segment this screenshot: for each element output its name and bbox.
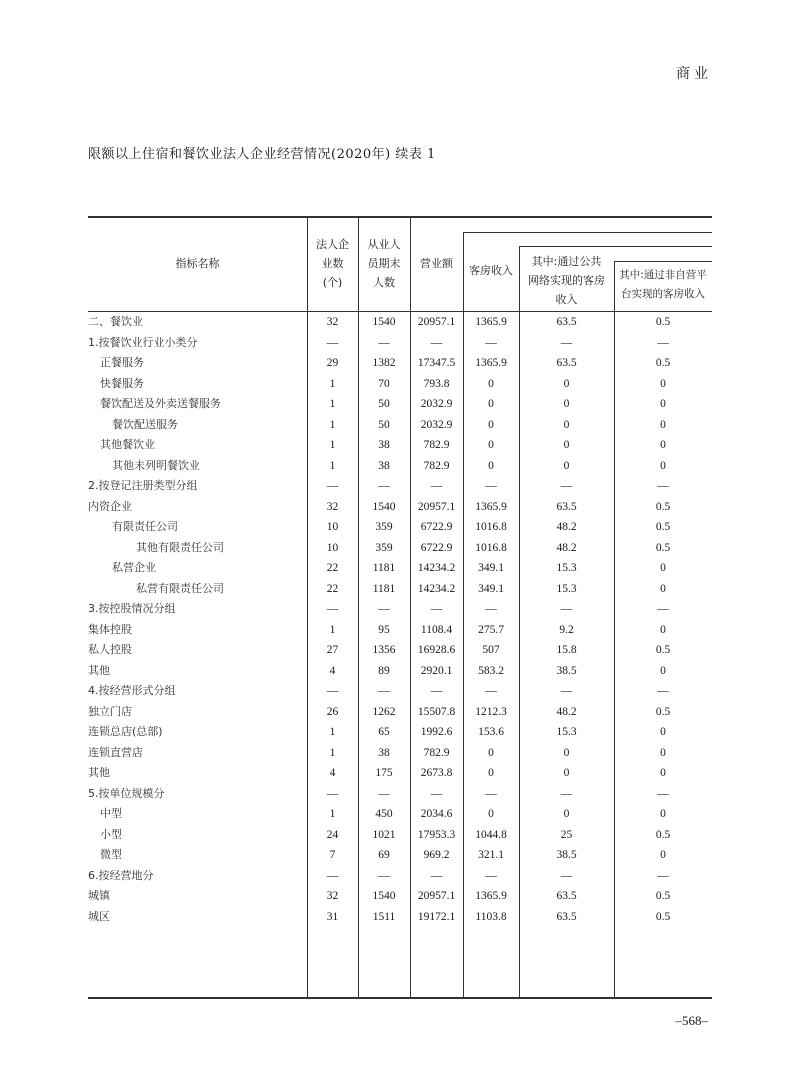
cell-non-self-platform-revenue: 0 bbox=[660, 398, 666, 410]
cell-revenue: — bbox=[430, 480, 443, 492]
row-indicator-name: 餐饮配送及外卖送餐服务 bbox=[100, 397, 221, 410]
cell-public-network-revenue: 0 bbox=[563, 459, 570, 472]
cell-public-network-revenue: 25 bbox=[560, 828, 573, 841]
cell-enterprises: — bbox=[326, 787, 339, 800]
row-indicator-name: 集体控股 bbox=[88, 622, 132, 636]
row-indicator-name: 3.按控股情况分组 bbox=[88, 602, 176, 615]
row-indicator-name: 小型 bbox=[100, 827, 122, 841]
table-row bbox=[88, 763, 712, 784]
cell-revenue: — bbox=[430, 685, 443, 697]
cell-revenue: 1992.6 bbox=[420, 726, 453, 738]
cell-non-self-platform-revenue: 0 bbox=[660, 746, 666, 759]
cell-non-self-platform-revenue: 0 bbox=[660, 459, 666, 472]
cell-employees: 65 bbox=[378, 726, 390, 738]
cell-revenue: 19172.1 bbox=[417, 910, 456, 923]
cell-non-self-platform-revenue: — bbox=[657, 480, 669, 492]
cell-enterprises: 1 bbox=[329, 377, 336, 390]
cell-public-network-revenue: — bbox=[560, 336, 573, 349]
row-indicator-name: 私人控股 bbox=[88, 643, 132, 656]
cell-public-network-revenue: 63.5 bbox=[556, 500, 577, 513]
cell-enterprises: — bbox=[326, 685, 339, 697]
cell-room-revenue: 0 bbox=[488, 398, 494, 410]
cell-public-network-revenue: 63.5 bbox=[556, 357, 577, 369]
cell-public-network-revenue: 38.5 bbox=[556, 849, 577, 861]
row-indicator-name: 其他有限责任公司 bbox=[136, 540, 224, 554]
cell-room-revenue: 153.6 bbox=[478, 726, 504, 738]
row-indicator-name: 1.按餐饮业行业小类分 bbox=[88, 335, 198, 349]
header-employees-line: 人数 bbox=[373, 276, 395, 289]
cell-revenue: 20957.1 bbox=[417, 316, 456, 328]
cell-employees: 1540 bbox=[372, 500, 396, 513]
cell-employees: 1356 bbox=[372, 644, 396, 656]
header-enterprises bbox=[307, 235, 358, 292]
cell-enterprises: 24 bbox=[326, 828, 339, 841]
row-indicator-name: 5.按单位规模分 bbox=[88, 786, 165, 800]
header-room-revenue: 客房收入 bbox=[469, 264, 513, 277]
cell-enterprises: 32 bbox=[326, 500, 339, 513]
cell-non-self-platform-revenue: 0.5 bbox=[655, 910, 671, 923]
row-indicator-name: 正餐服务 bbox=[100, 356, 144, 369]
row-indicator-name: 城区 bbox=[88, 909, 110, 923]
cell-revenue: — bbox=[430, 787, 443, 800]
cell-employees: 175 bbox=[375, 767, 393, 779]
cell-enterprises: 27 bbox=[326, 644, 339, 656]
cell-employees: 89 bbox=[378, 664, 390, 677]
cell-revenue: — bbox=[430, 869, 443, 882]
header-public-network bbox=[519, 252, 614, 309]
cell-non-self-platform-revenue: 0 bbox=[660, 726, 666, 738]
cell-room-revenue: 0 bbox=[488, 459, 494, 472]
cell-room-revenue: 1103.8 bbox=[475, 910, 507, 923]
cell-room-revenue: 349.1 bbox=[478, 582, 504, 595]
header-public-network-line: 其中:通过公共 bbox=[531, 255, 602, 268]
cell-non-self-platform-revenue: 0.5 bbox=[655, 644, 671, 656]
cell-room-revenue: — bbox=[485, 336, 497, 349]
cell-public-network-revenue: 15.3 bbox=[556, 582, 577, 595]
table-row bbox=[88, 661, 712, 682]
cell-room-revenue: 507 bbox=[482, 644, 500, 656]
table-row bbox=[88, 353, 712, 374]
cell-non-self-platform-revenue: 0 bbox=[660, 664, 666, 677]
cell-revenue: — bbox=[430, 603, 443, 615]
header-revenue: 营业额 bbox=[420, 257, 453, 270]
table-row bbox=[88, 415, 712, 436]
table-row bbox=[88, 333, 712, 354]
table-row bbox=[88, 722, 712, 743]
cell-employees: 1021 bbox=[372, 828, 396, 841]
cell-employees: — bbox=[378, 685, 390, 697]
cell-employees: 38 bbox=[378, 746, 390, 759]
cell-non-self-platform-revenue: — bbox=[657, 869, 669, 882]
cell-enterprises: 10 bbox=[326, 521, 339, 533]
cell-enterprises: 32 bbox=[326, 890, 339, 902]
table-row bbox=[88, 558, 712, 579]
cell-enterprises: 32 bbox=[326, 316, 339, 328]
table-row bbox=[88, 517, 712, 538]
cell-non-self-platform-revenue: 0.5 bbox=[655, 500, 671, 513]
cell-enterprises: 1 bbox=[329, 623, 336, 636]
cell-room-revenue: 0 bbox=[488, 377, 494, 390]
cell-non-self-platform-revenue: 0 bbox=[660, 562, 666, 574]
cell-public-network-revenue: 0 bbox=[563, 398, 570, 410]
table-row bbox=[88, 640, 712, 661]
table-top-rule bbox=[88, 216, 712, 218]
row-indicator-name: 独立门店 bbox=[88, 704, 132, 718]
cell-public-network-revenue: 0 bbox=[563, 746, 570, 759]
row-indicator-name: 4.按经营形式分组 bbox=[88, 684, 176, 697]
cell-revenue: 20957.1 bbox=[417, 890, 456, 902]
table-row bbox=[88, 743, 712, 764]
cell-public-network-revenue: — bbox=[560, 603, 573, 615]
cell-enterprises: 1 bbox=[329, 418, 336, 431]
header-non-self-platform bbox=[614, 266, 712, 304]
cell-employees: 50 bbox=[378, 418, 390, 431]
table-row bbox=[88, 784, 712, 805]
cell-enterprises: — bbox=[326, 336, 339, 349]
row-indicator-name: 2.按登记注册类型分组 bbox=[88, 479, 198, 492]
header-enterprises-line: 业数 bbox=[321, 257, 344, 270]
row-indicator-name: 其他 bbox=[88, 663, 110, 677]
cell-employees: — bbox=[378, 603, 390, 615]
cell-non-self-platform-revenue: — bbox=[657, 685, 669, 697]
cell-revenue: 6722.9 bbox=[420, 541, 453, 554]
cell-room-revenue: 0 bbox=[488, 808, 494, 820]
cell-room-revenue: 0 bbox=[488, 418, 494, 431]
header-rule-room bbox=[463, 232, 712, 233]
cell-public-network-revenue: — bbox=[560, 685, 573, 697]
table-row bbox=[88, 702, 712, 723]
cell-non-self-platform-revenue: — bbox=[657, 603, 669, 615]
cell-public-network-revenue: 0 bbox=[563, 767, 570, 779]
table-bottom-rule bbox=[88, 997, 712, 999]
cell-public-network-revenue: 38.5 bbox=[556, 664, 577, 677]
table-row bbox=[88, 538, 712, 559]
cell-non-self-platform-revenue: 0.5 bbox=[655, 357, 671, 369]
header-employees bbox=[358, 235, 410, 292]
cell-revenue: 14234.2 bbox=[417, 582, 456, 595]
row-indicator-name: 餐饮配送服务 bbox=[112, 417, 178, 431]
cell-public-network-revenue: 0 bbox=[563, 418, 570, 431]
cell-room-revenue: 0 bbox=[488, 746, 494, 759]
row-indicator-name: 其他餐饮业 bbox=[100, 438, 155, 451]
cell-non-self-platform-revenue: 0 bbox=[660, 377, 666, 390]
page-number: –568– bbox=[675, 1013, 708, 1028]
table-row bbox=[88, 907, 712, 928]
cell-public-network-revenue: 63.5 bbox=[556, 910, 577, 923]
cell-revenue: 782.9 bbox=[423, 439, 450, 451]
cell-employees: 1181 bbox=[372, 562, 396, 574]
cell-non-self-platform-revenue: 0 bbox=[660, 767, 666, 779]
header-public-network-line: 收入 bbox=[555, 293, 578, 306]
header-employees-line: 员期末 bbox=[367, 257, 401, 270]
cell-room-revenue: 1044.8 bbox=[475, 828, 507, 841]
cell-employees: — bbox=[378, 787, 390, 800]
cell-enterprises: 22 bbox=[326, 562, 339, 574]
cell-enterprises: 1 bbox=[329, 726, 336, 738]
cell-employees: 95 bbox=[378, 623, 390, 636]
cell-revenue: 1108.4 bbox=[420, 623, 453, 636]
cell-revenue: 6722.9 bbox=[420, 521, 453, 533]
cell-public-network-revenue: 48.2 bbox=[556, 541, 577, 554]
cell-public-network-revenue: 63.5 bbox=[556, 316, 577, 328]
cell-public-network-revenue: — bbox=[560, 787, 573, 800]
cell-room-revenue: — bbox=[485, 603, 497, 615]
cell-employees: 1511 bbox=[372, 910, 396, 923]
row-indicator-name: 其他未列明餐饮业 bbox=[112, 458, 200, 472]
cell-public-network-revenue: 15.8 bbox=[556, 644, 577, 656]
header-rule-public bbox=[519, 246, 712, 247]
cell-public-network-revenue: 48.2 bbox=[556, 705, 577, 718]
table-row bbox=[88, 599, 712, 620]
cell-revenue: 15507.8 bbox=[417, 705, 456, 718]
cell-employees: 1540 bbox=[372, 890, 396, 902]
cell-employees: — bbox=[378, 336, 390, 349]
table-row bbox=[88, 866, 712, 887]
cell-public-network-revenue: 48.2 bbox=[556, 521, 577, 533]
cell-employees: 1382 bbox=[372, 357, 396, 369]
cell-enterprises: 10 bbox=[326, 541, 339, 554]
cell-room-revenue: 0 bbox=[488, 767, 494, 779]
cell-revenue: 793.8 bbox=[423, 377, 450, 390]
cell-non-self-platform-revenue: — bbox=[657, 787, 669, 800]
cell-public-network-revenue: 0 bbox=[563, 808, 570, 820]
cell-employees: — bbox=[378, 869, 390, 882]
row-indicator-name: 其他 bbox=[88, 766, 110, 779]
cell-room-revenue: 1365.9 bbox=[475, 316, 507, 328]
cell-revenue: 17347.5 bbox=[417, 357, 456, 369]
row-indicator-name: 6.按经营地分 bbox=[88, 868, 154, 882]
cell-enterprises: 31 bbox=[326, 910, 339, 923]
cell-room-revenue: — bbox=[485, 480, 497, 492]
table-row bbox=[88, 497, 712, 518]
cell-public-network-revenue: 15.3 bbox=[556, 726, 577, 738]
header-enterprises-line: (个) bbox=[322, 276, 343, 289]
cell-non-self-platform-revenue: 0 bbox=[660, 418, 666, 431]
table-row bbox=[88, 456, 712, 477]
cell-room-revenue: — bbox=[485, 685, 497, 697]
cell-revenue: 14234.2 bbox=[417, 562, 456, 574]
cell-employees: 1262 bbox=[372, 705, 396, 718]
cell-room-revenue: 1016.8 bbox=[475, 521, 507, 533]
table-row bbox=[88, 845, 712, 866]
cell-public-network-revenue: 9.2 bbox=[559, 623, 574, 636]
cell-revenue: 2673.8 bbox=[420, 767, 453, 779]
cell-employees: 450 bbox=[375, 808, 393, 820]
table-row bbox=[88, 681, 712, 702]
cell-enterprises: 1 bbox=[329, 398, 336, 410]
cell-enterprises: — bbox=[326, 869, 339, 882]
table-row bbox=[88, 435, 712, 456]
cell-non-self-platform-revenue: 0 bbox=[660, 808, 666, 820]
cell-non-self-platform-revenue: 0 bbox=[660, 582, 666, 595]
cell-employees: — bbox=[378, 480, 390, 492]
cell-non-self-platform-revenue: 0.5 bbox=[655, 828, 671, 841]
cell-employees: 69 bbox=[378, 849, 390, 861]
cell-employees: 359 bbox=[375, 541, 393, 554]
cell-employees: 359 bbox=[375, 521, 393, 533]
header-employees-line: 从业人 bbox=[367, 238, 401, 251]
cell-room-revenue: 0 bbox=[488, 439, 494, 451]
cell-revenue: 2034.6 bbox=[420, 808, 453, 820]
cell-public-network-revenue: 63.5 bbox=[556, 890, 577, 902]
header-non-self-platform-line: 台实现的客房收入 bbox=[621, 288, 705, 300]
cell-revenue: 17953.3 bbox=[417, 828, 456, 841]
cell-room-revenue: 1365.9 bbox=[475, 890, 507, 902]
cell-non-self-platform-revenue: 0.5 bbox=[655, 890, 671, 902]
cell-non-self-platform-revenue: 0.5 bbox=[655, 705, 671, 718]
cell-public-network-revenue: — bbox=[560, 869, 573, 882]
cell-non-self-platform-revenue: 0.5 bbox=[655, 521, 671, 533]
header-rule-nonself bbox=[614, 261, 712, 262]
table-row bbox=[88, 312, 712, 333]
cell-revenue: 20957.1 bbox=[417, 500, 456, 513]
cell-employees: 50 bbox=[378, 398, 390, 410]
table-row bbox=[88, 579, 712, 600]
cell-room-revenue: — bbox=[485, 787, 497, 800]
cell-enterprises: 1 bbox=[329, 808, 336, 820]
cell-revenue: 16928.6 bbox=[417, 644, 456, 656]
table-row bbox=[88, 804, 712, 825]
header-indicator-name: 指标名称 bbox=[175, 257, 220, 270]
cell-employees: 1540 bbox=[372, 316, 396, 328]
cell-enterprises: 26 bbox=[326, 705, 339, 718]
row-indicator-name: 中型 bbox=[100, 807, 122, 820]
header-enterprises-line: 法人企 bbox=[316, 238, 349, 251]
cell-room-revenue: 1016.8 bbox=[475, 541, 507, 554]
cell-non-self-platform-revenue: 0.5 bbox=[655, 541, 671, 554]
table-row bbox=[88, 476, 712, 497]
cell-revenue: 2032.9 bbox=[420, 418, 453, 431]
cell-public-network-revenue: 0 bbox=[563, 439, 570, 451]
cell-public-network-revenue: 0 bbox=[563, 377, 570, 390]
cell-employees: 38 bbox=[378, 439, 390, 451]
cell-enterprises: 29 bbox=[326, 357, 339, 369]
row-indicator-name: 连锁总店(总部) bbox=[88, 725, 163, 738]
table-row bbox=[88, 825, 712, 846]
cell-employees: 1181 bbox=[372, 582, 396, 595]
cell-revenue: 2032.9 bbox=[420, 398, 453, 410]
cell-enterprises: — bbox=[326, 603, 339, 615]
cell-revenue: 969.2 bbox=[423, 849, 450, 861]
cell-revenue: 2920.1 bbox=[420, 664, 453, 677]
cell-room-revenue: 349.1 bbox=[478, 562, 504, 574]
cell-room-revenue: 1365.9 bbox=[475, 500, 507, 513]
cell-room-revenue: — bbox=[485, 869, 497, 882]
cell-room-revenue: 1365.9 bbox=[475, 357, 507, 369]
table-row bbox=[88, 394, 712, 415]
row-indicator-name: 有限责任公司 bbox=[112, 520, 178, 533]
section-label: 商业 bbox=[676, 66, 712, 82]
table-row bbox=[88, 886, 712, 907]
cell-enterprises: 22 bbox=[326, 582, 339, 595]
table-title: 限额以上住宿和餐饮业法人企业经营情况(2020年) 续表 1 bbox=[88, 147, 436, 162]
cell-employees: 38 bbox=[378, 459, 390, 472]
cell-enterprises: 4 bbox=[329, 767, 336, 779]
cell-non-self-platform-revenue: 0.5 bbox=[655, 316, 671, 328]
row-indicator-name: 内资企业 bbox=[88, 499, 132, 513]
cell-public-network-revenue: 15.3 bbox=[556, 562, 577, 574]
row-indicator-name: 二、餐饮业 bbox=[88, 315, 143, 328]
cell-employees: 70 bbox=[378, 377, 390, 390]
cell-room-revenue: 1212.3 bbox=[475, 705, 507, 718]
cell-non-self-platform-revenue: 0 bbox=[660, 439, 666, 451]
cell-enterprises: 1 bbox=[329, 459, 336, 472]
row-indicator-name: 城镇 bbox=[88, 889, 110, 902]
cell-enterprises: 4 bbox=[329, 664, 336, 677]
row-indicator-name: 快餐服务 bbox=[100, 376, 144, 390]
table-row bbox=[88, 620, 712, 641]
row-indicator-name: 私营企业 bbox=[112, 561, 156, 574]
row-indicator-name: 连锁直营店 bbox=[88, 745, 143, 759]
table-body bbox=[88, 312, 712, 927]
cell-revenue: — bbox=[430, 336, 443, 349]
row-indicator-name: 私营有限责任公司 bbox=[136, 581, 224, 595]
cell-revenue: 782.9 bbox=[423, 746, 450, 759]
cell-room-revenue: 583.2 bbox=[478, 664, 504, 677]
cell-enterprises: — bbox=[326, 480, 339, 492]
cell-enterprises: 1 bbox=[329, 439, 336, 451]
cell-non-self-platform-revenue: — bbox=[657, 336, 669, 349]
header-non-self-platform-line: 其中:通过非自营平 bbox=[619, 269, 707, 281]
cell-enterprises: 1 bbox=[329, 746, 336, 759]
table-row bbox=[88, 374, 712, 395]
cell-room-revenue: 321.1 bbox=[478, 849, 504, 861]
cell-enterprises: 7 bbox=[329, 849, 336, 861]
row-indicator-name: 微型 bbox=[100, 848, 122, 861]
cell-room-revenue: 275.7 bbox=[478, 623, 504, 636]
cell-public-network-revenue: — bbox=[560, 480, 573, 492]
header-public-network-line: 网络实现的客房 bbox=[528, 274, 605, 287]
cell-revenue: 782.9 bbox=[423, 459, 450, 472]
cell-non-self-platform-revenue: 0 bbox=[660, 623, 666, 636]
cell-non-self-platform-revenue: 0 bbox=[660, 849, 666, 861]
